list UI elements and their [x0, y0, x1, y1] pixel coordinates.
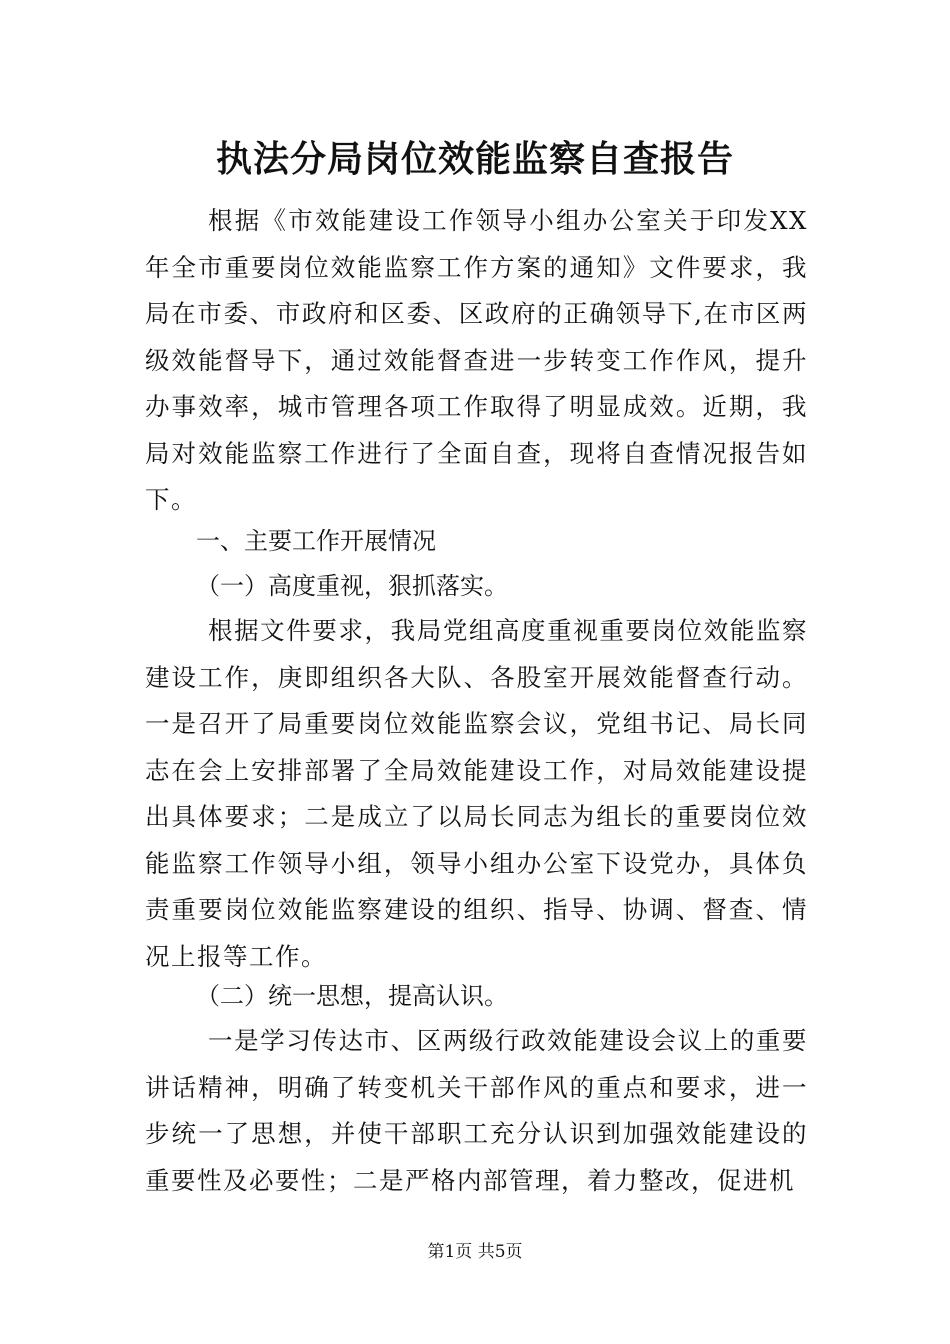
document-title: 执法分局岗位效能监察自查报告 [215, 138, 734, 180]
paragraph-subsection-1: 根据文件要求，我局党组高度重视重要岗位效能监察建设工作，庚即组织各大队、各股室开展效能督查行动。一是召开了局重要岗位效能监察会议，党组书记、局长同志在会上安排部署了全局效能建设工作，对局效能建设提出具体要求；二是成立了以局长同志为组长的重要岗位效能监察工作领导小组，领导小组办公室下设党办，具体负责重要岗位效能监察建设的组织、指导、协调、督查、情况上报等工作。 [145, 616, 808, 971]
paragraph-subsection-2: 一是学习传达市、区两级行政效能建设会议上的重要讲话精神，明确了转变机关干部作风的重点和要求，进一步统一了思想，并使干部职工充分认识到加强效能建设的重要性及必要性；二是严格内部管理，着力整改，促进机 [145, 1026, 808, 1195]
paragraph-intro: 根据《市效能建设工作领导小组办公室关于印发XX年全市重要岗位效能监察工作方案的通知》文件要求，我局在市委、市政府和区委、区政府的正确领导下,在市区两级效能督导下，通过效能督查进一步转变工作作风，提升办事效率，城市管理各项工作取得了明显成效。近期，我局对效能监察工作进行了全面自查，现将自查情况报告如下。 [145, 206, 808, 514]
subsection-heading-2: （二）统一思想，提高认识。 [196, 982, 508, 1010]
page-number-footer: 第1页 共5页 [427, 1242, 523, 1262]
subsection-heading-1: （一）高度重视，狠抓落实。 [196, 572, 508, 600]
section-heading-1: 一、主要工作开展情况 [196, 527, 436, 555]
